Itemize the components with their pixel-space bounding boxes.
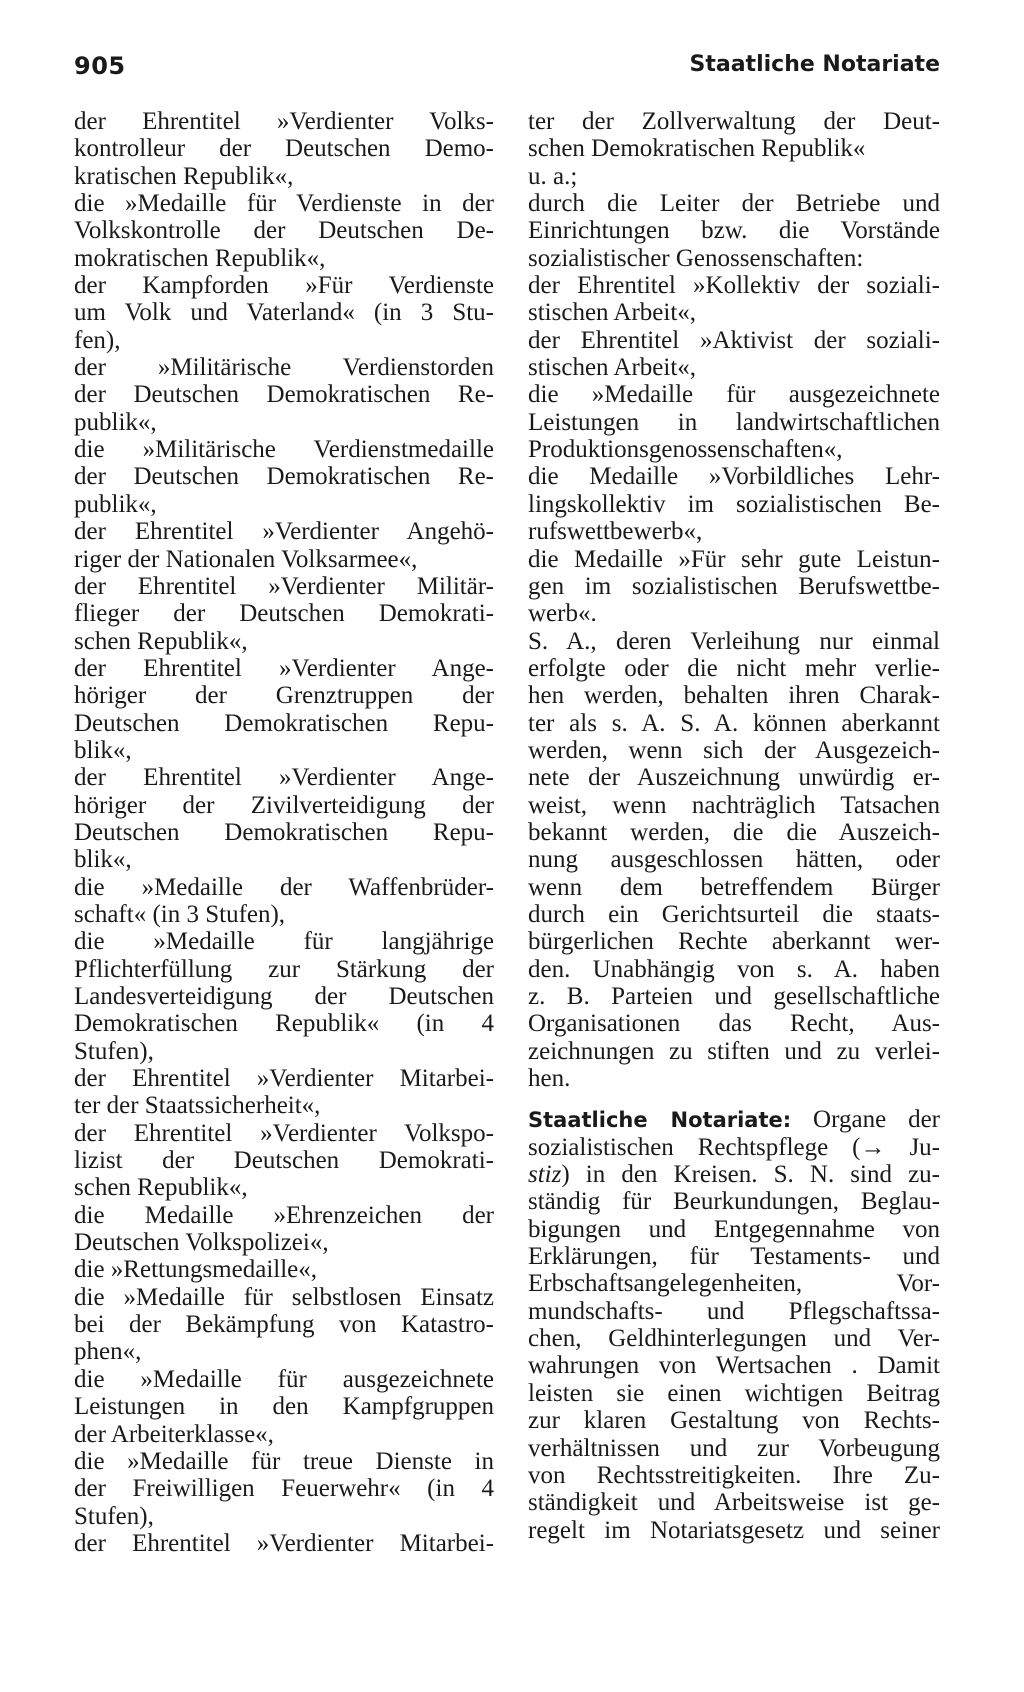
text-line: der Ehrentitel »Verdienter Mitarbei- [74, 1529, 494, 1557]
text-line: verhältnissen und zur Vorbeugung [528, 1434, 940, 1462]
entry-first-line [528, 1106, 940, 1133]
text-line: Deutschen Demokratischen Repu- [74, 709, 494, 737]
text-line: der Ehrentitel »Verdienter Militär- [74, 572, 494, 600]
text-line: höriger der Grenztruppen der [74, 682, 494, 710]
right-column [528, 108, 940, 1544]
text-line: bürgerlichen Rechte aberkannt wer- [528, 928, 940, 956]
text-line: höriger der Zivilverteidigung der [74, 791, 494, 819]
text-line: phen«, [74, 1338, 142, 1366]
text-line: der Ehrentitel »Verdienter Ange- [74, 654, 494, 682]
running-head: Staatliche Notariate [689, 52, 940, 77]
entry-line: sozialistischen Rechtspflege (→ Ju- [528, 1133, 940, 1161]
text-line: Produktionsgenossenschaften«, [528, 436, 843, 464]
cross-reference: stiz [528, 1161, 562, 1189]
text-line: nung ausgeschlossen hätten, oder [528, 846, 940, 874]
text-line: publik«, [74, 408, 157, 436]
text-line: die »Militärische Verdienstmedaille [74, 436, 494, 464]
text-line: ter als s. A. S. A. können aberkannt [528, 709, 940, 737]
text-line: stischen Arbeit«, [528, 299, 697, 327]
text-line: die Medaille »Ehrenzeichen der [74, 1201, 494, 1229]
text-line: Volkskontrolle der Deutschen De- [74, 217, 494, 245]
text-line: Deutschen Volkspolizei«, [74, 1229, 329, 1257]
text-line: die »Medaille für selbstlosen Einsatz [74, 1283, 494, 1311]
text-line: die »Medaille der Waffenbrüder- [74, 873, 494, 901]
text-line: erfolgte oder die nicht mehr verlie- [528, 654, 940, 682]
entry-line-text: ) in den Kreisen. S. N. sind zu- [561, 1161, 940, 1189]
text-line: der Ehrentitel »Verdienter Angehö- [74, 518, 494, 546]
text-line: Stufen), [74, 1037, 154, 1065]
text-line: Deutschen Demokratischen Repu- [74, 818, 494, 846]
text-line: Pflichterfüllung zur Stärkung der [74, 955, 494, 983]
entry-first-line-text: Organe der [791, 1106, 940, 1134]
text-line: der Ehrentitel »Verdienter Volkspo- [74, 1119, 494, 1147]
text-line: werb«. [528, 600, 597, 628]
right-column-continuation [528, 108, 940, 1092]
text-line: fen), [74, 326, 121, 354]
text-line: der Ehrentitel »Verdienter Mitarbei- [74, 1065, 494, 1093]
text-line: der Deutschen Demokratischen Re- [74, 463, 494, 491]
text-line: die Medaille »Vorbildliches Lehr- [528, 463, 940, 491]
text-line: Leistungen in den Kampfgruppen [74, 1393, 494, 1421]
text-line: ständig für Beurkundungen, Beglau- [528, 1188, 940, 1216]
page-number: 905 [74, 52, 126, 80]
entry-line [528, 1161, 940, 1188]
text-line: der Ehrentitel »Aktivist der soziali- [528, 326, 940, 354]
left-column [74, 108, 494, 1557]
text-line: von Rechtsstreitigkeiten. Ihre Zu- [528, 1461, 940, 1489]
text-line: werden, wenn sich der Ausgezeich- [528, 736, 940, 764]
text-line: Erbschaftsangelegenheiten, Vor- [528, 1270, 940, 1298]
text-line: u. a.; [528, 162, 578, 190]
text-line: weist, wenn nachträglich Tatsachen [528, 791, 940, 819]
text-line: Leistungen in landwirtschaftlichen [528, 408, 940, 436]
text-line: S. A., deren Verleihung nur einmal [528, 627, 940, 655]
text-line: nete der Auszeichnung unwürdig er- [528, 764, 940, 792]
text-line: die »Medaille für Verdienste in der [74, 190, 494, 218]
text-line: z. B. Parteien und gesellschaftliche [528, 983, 940, 1010]
entry-spacer [528, 1092, 940, 1106]
text-line: Landesverteidigung der Deutschen [74, 983, 494, 1010]
text-line: lingskollektiv im sozialistischen Be- [528, 490, 940, 518]
text-line: Einrichtungen bzw. die Vorstände [528, 217, 940, 245]
text-line: den. Unabhängig von s. A. haben [528, 955, 940, 983]
dictionary-entry [528, 1106, 940, 1544]
text-line: die Medaille »Für sehr gute Leistun- [528, 545, 940, 573]
text-line: Stufen), [74, 1502, 154, 1530]
text-line: der Deutschen Demokratischen Re- [74, 381, 494, 409]
text-line: leisten sie einen wichtigen Beitrag [528, 1379, 940, 1407]
text-line: bei der Bekämpfung von Katastro- [74, 1311, 494, 1339]
entry-body [528, 1188, 940, 1543]
text-line: ständigkeit und Arbeitsweise ist ge- [528, 1489, 940, 1517]
text-line: flieger der Deutschen Demokrati- [74, 600, 494, 628]
text-line: schaft« (in 3 Stufen), [74, 900, 286, 928]
text-line: ter der Zollverwaltung der Deut- [528, 108, 940, 135]
text-line: der »Militärische Verdienstorden [74, 354, 494, 382]
text-line: um Volk und Vaterland« (in 3 Stu- [74, 299, 494, 327]
text-line: mokratischen Republik«, [74, 244, 326, 272]
text-line: regelt im Notariatsgesetz und seiner [528, 1516, 940, 1544]
text-line: publik«, [74, 490, 157, 518]
text-line: bigungen und Entgegennahme von [528, 1215, 940, 1243]
text-line: die »Medaille für langjährige [74, 928, 494, 956]
entry-lemma: Staatliche Notariate: [528, 1108, 792, 1133]
text-line: lizist der Deutschen Demokrati- [74, 1147, 494, 1175]
text-line: blik«, [74, 846, 132, 874]
text-line: der Kampforden »Für Verdienste [74, 272, 494, 300]
text-line: die »Rettungsmedaille«, [74, 1256, 318, 1284]
text-line: der Ehrentitel »Kollektiv der soziali- [528, 272, 940, 300]
text-line: kratischen Republik«, [74, 162, 294, 190]
text-line: hen werden, behalten ihren Charak- [528, 682, 940, 710]
text-line: gen im sozialistischen Berufswettbe- [528, 572, 940, 600]
text-line: durch die Leiter der Betriebe und [528, 190, 940, 218]
text-line: der Ehrentitel »Verdienter Volks- [74, 108, 494, 135]
text-line: riger der Nationalen Volksarmee«, [74, 545, 418, 573]
text-line: der Arbeiterklasse«, [74, 1420, 274, 1448]
text-line: wahrungen von Wertsachen . Damit [528, 1352, 940, 1380]
text-line: mundschafts- und Pflegschaftssa- [528, 1297, 940, 1325]
text-line: zur klaren Gestaltung von Rechts- [528, 1407, 940, 1435]
text-line: schen Republik«, [74, 1174, 248, 1202]
text-line: die »Medaille für ausgezeichnete [74, 1365, 494, 1393]
text-line: Erklärungen, für Testaments- und [528, 1243, 940, 1271]
text-line: der Freiwilligen Feuerwehr« (in 4 [74, 1475, 494, 1503]
text-line: Organisationen das Recht, Aus- [528, 1010, 940, 1038]
text-line: hen. [528, 1065, 571, 1093]
text-line: die »Medaille für treue Dienste in [74, 1447, 494, 1475]
text-line: bekannt werden, die die Auszeich- [528, 818, 940, 846]
text-line: kontrolleur der Deutschen Demo- [74, 135, 494, 163]
text-line: chen, Geldhinterlegungen und Ver- [528, 1325, 940, 1353]
text-line: ter der Staatssicherheit«, [74, 1092, 321, 1120]
text-line: schen Demokratischen Republik« [528, 135, 866, 163]
text-line: zeichnungen zu stiften und zu verlei- [528, 1037, 940, 1065]
text-line: rufswettbewerb«, [528, 518, 703, 546]
text-line: der Ehrentitel »Verdienter Ange- [74, 764, 494, 792]
text-line: Demokratischen Republik« (in 4 [74, 1010, 494, 1038]
text-line: die »Medaille für ausgezeichnete [528, 381, 940, 409]
text-line: schen Republik«, [74, 627, 248, 655]
text-line: stischen Arbeit«, [528, 354, 697, 382]
text-line: sozialistischer Genossenschaften: [528, 244, 864, 272]
text-line: blik«, [74, 736, 132, 764]
text-line: durch ein Gerichtsurteil die staats- [528, 900, 940, 928]
page-header [74, 52, 940, 86]
text-line: wenn dem betreffendem Bürger [528, 873, 940, 901]
